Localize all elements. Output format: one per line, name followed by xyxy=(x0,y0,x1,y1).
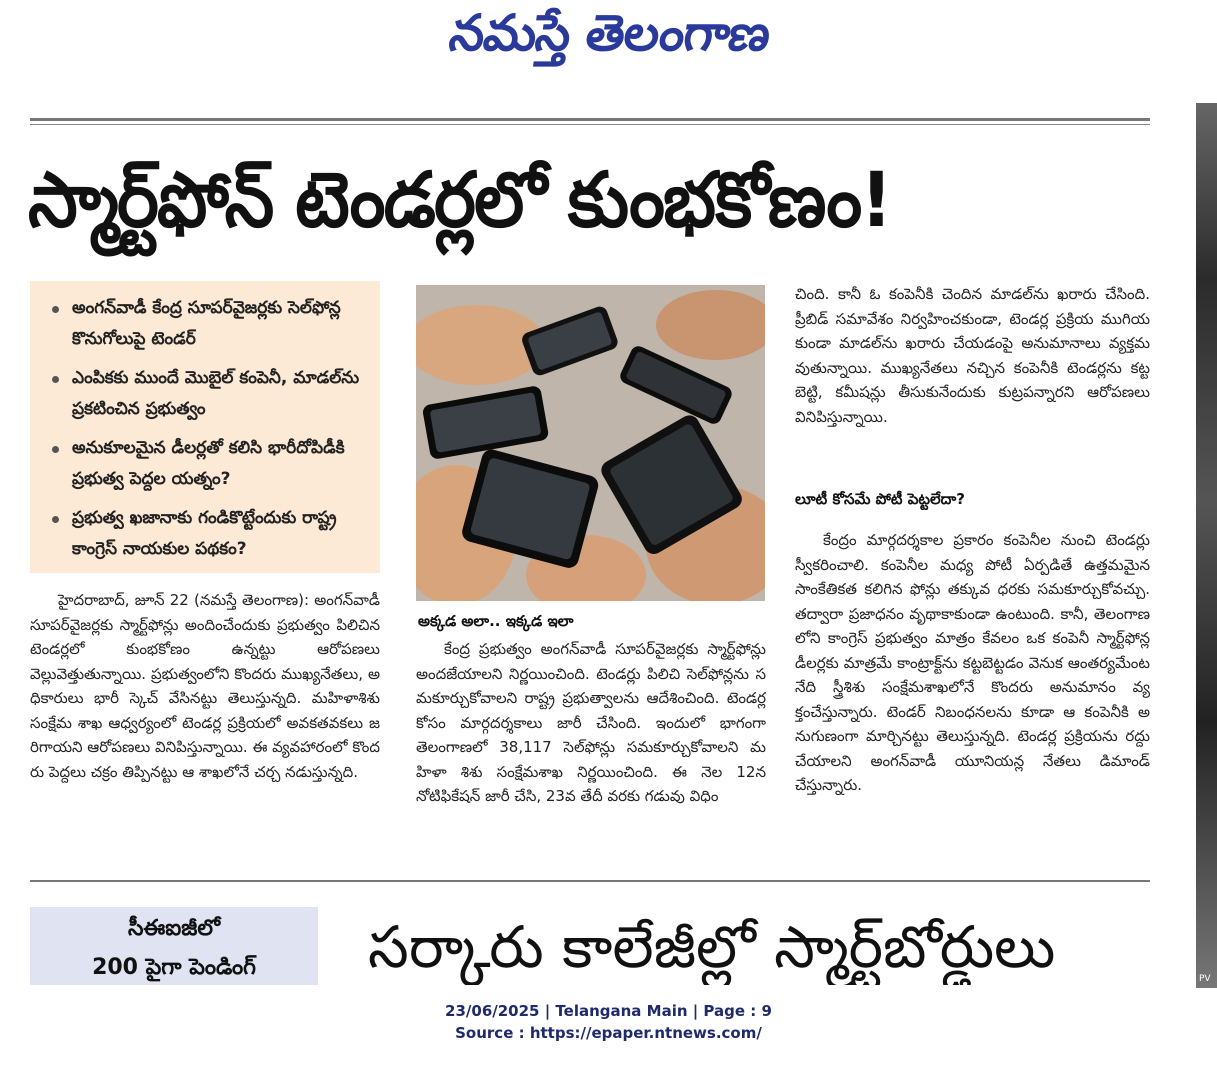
masthead-title: నమస్తే తెలంగాణ xyxy=(445,4,774,62)
highlights-box xyxy=(30,281,380,573)
article-paragraph: హైదరాబాద్, జూన్ 22 (నమస్తే తెలంగాణ): అంగన్‌వాడీ సూపర్‌వైజర్లకు స్మార్ట్‌ఫోన్లు అందించేందుకు ప్రభుత్వం పిలిచిన టెండర్లలో కుంభకోణం ఉన్నట్టు ఆరోపణలు వెల్లువెత్తుతున్నాయి. ప్రభుత్వంలోని కొందరు ముఖ్యనేతలు, అధికారులు భారీ స్కెచ్ వేసినట్టు తెలుస్తున్నది. మహిళాశిశు సంక్షేమ శాఖ ఆధ్వర్యంలో టెండర్ల ప్రక్రియలో అవకతవకలు జరిగాయని ఆరోపణలు వినిపిస్తున్నాయి. ఈ వ్యవహారంలో కొందరు పెద్దలు చక్రం తిప్పినట్టు ఆ శాఖలోనే చర్చ నడుస్తున్నది. xyxy=(30,591,380,781)
sidebox-line2: 200 పైగా పెండింగ్ xyxy=(92,955,256,980)
article-column-3a xyxy=(795,282,1150,477)
strip-label: PV xyxy=(1199,974,1211,984)
sidebox-line1: సీఈఐజీలో xyxy=(127,916,221,941)
highlight-item: అనుకూలమైన డీలర్లతో కలిసి భారీదోపిడీకి ప్రభుత్వ పెద్దల యత్నం? xyxy=(50,433,370,495)
smartphones-hands-illustration xyxy=(416,285,765,601)
second-headline: సర్కారు కాలేజీల్లో స్మార్ట్‌బోర్డులు xyxy=(368,913,1056,981)
article-photo xyxy=(416,285,765,601)
highlight-item: ప్రభుత్వ ఖజానాకు గండికొట్టేందుకు రాష్ట్ర కాంగ్రెస్ నాయకుల పథకం? xyxy=(50,503,370,565)
footer xyxy=(0,1000,1217,1044)
top-rule-thin xyxy=(30,124,1150,125)
article-column-3b xyxy=(795,528,1150,862)
bullet-icon xyxy=(52,376,59,383)
page-headline: స్మార్ట్‌ఫోన్ టెండర్లలో కుంభకోణం! xyxy=(28,155,891,244)
footer-date-edition: 23/06/2025 | Telangana Main | Page : 9 xyxy=(445,1002,772,1020)
top-rule xyxy=(30,118,1150,121)
article-paragraph: కేంద్రం మార్గదర్శకాల ప్రకారం కంపెనీల నుంచి టెండర్లు స్వీకరించాలి. కంపెనీల మధ్య పోటీ ఏర్పడితే ఉత్తమమైన సాంకేతికత కలిగిన ఫోన్లు తక్కువ ధరకు సమకూర్చుకోవచ్చు. తద్వారా ప్రజాధనం వృథాకాకుండా ఉంటుంది. కానీ, తెలంగాణలోని కాంగ్రెస్ ప్రభుత్వం మాత్రం కేవలం ఒక కంపెనీ స్మార్ట్‌ఫోన్ల డీలర్లకు మాత్రమే కాంట్రాక్ట్‌ను కట్టబెట్టడం వెనుక ఆంతర్యమేంటనేది స్త్రీశిశు సంక్షేమశాఖలోనే కొందరు అనుమానం వ్యక్తంచేస్తున్నారు. టెండర్ నిబంధనలను కూడా ఆ కంపెనీకి అనుగుణంగా మార్చినట్టు తెలుస్తున్నది. టెండర్ల ప్రక్రియను రద్దు చేయాలని అంగన్‌వాడీ యూనియన్ల నేతలు డిమాండ్ చేస్తున్నారు. xyxy=(795,531,1150,794)
footer-source-link[interactable]: Source : https://epaper.ntnews.com/ xyxy=(455,1024,762,1042)
photo-caption: అక్కడ అలా.. ఇక్కడ ఇలా xyxy=(418,612,574,630)
article-column-1 xyxy=(30,588,380,868)
bullet-icon xyxy=(52,516,59,523)
masthead xyxy=(0,0,1217,78)
highlight-item: అంగన్‌వాడీ కేంద్ర సూపర్‌వైజర్లకు సెల్‌ఫోన్ల కొనుగోలుపై టెండర్ xyxy=(50,293,370,355)
bullet-icon xyxy=(52,306,59,313)
bullet-icon xyxy=(52,446,59,453)
highlight-item: ఎంపికకు ముందే మొబైల్ కంపెనీ, మాడల్‌ను ప్రకటించిన ప్రభుత్వం xyxy=(50,363,370,425)
article-paragraph: కేంద్ర ప్రభుత్వం అంగన్‌వాడీ సూపర్‌వైజర్లకు స్మార్ట్‌ఫోన్లు అందజేయాలని నిర్ణయించింది. టెండర్లు పిలిచి సెల్‌ఫోన్లను సమకూర్చుకోవాలని రాష్ట్ర ప్రభుత్వాలను ఆదేశించింది. టెండర్ల కోసం మార్గదర్శకాలు జారీ చేసింది. ఇందులో భాగంగా తెలంగాణలో 38,117 సెల్‌ఫోన్లు సమకూర్చుకోవాలని మహిళా శిశు సంక్షేమశాఖ నిర్ణయించింది. ఈ నెల 12న నోటిఫికేషన్ జారీ చేసి, 23వ తేదీ వరకు గడువు విధిం xyxy=(416,640,766,805)
bottom-rule xyxy=(30,880,1150,882)
article-column-2 xyxy=(416,637,766,862)
sidebox-teaser xyxy=(30,907,318,985)
article-subhead: లూటీ కోసమే పోటీ పెట్టలేదా? xyxy=(795,490,965,508)
adjacent-page-strip xyxy=(1196,103,1217,988)
article-paragraph: చింది. కానీ ఓ కంపెనీకి చెందిన మాడల్‌ను ఖరారు చేసింది. ప్రీబిడ్ సమావేశం నిర్వహించకుండా, టెండర్ల ప్రక్రియ ముగియకుండా మాడల్‌ను ఖరారు చేయడంపై అనుమానాలు వ్యక్తమవుతున్నాయి. ముఖ్యనేతలు నచ్చిన కంపెనీకి టెండర్లను కట్టబెట్టి, కమీషన్లు తీసుకునేందుకు కుట్రపన్నారని ఆరోపణలు వినిపిస్తున్నాయి. xyxy=(795,285,1150,426)
